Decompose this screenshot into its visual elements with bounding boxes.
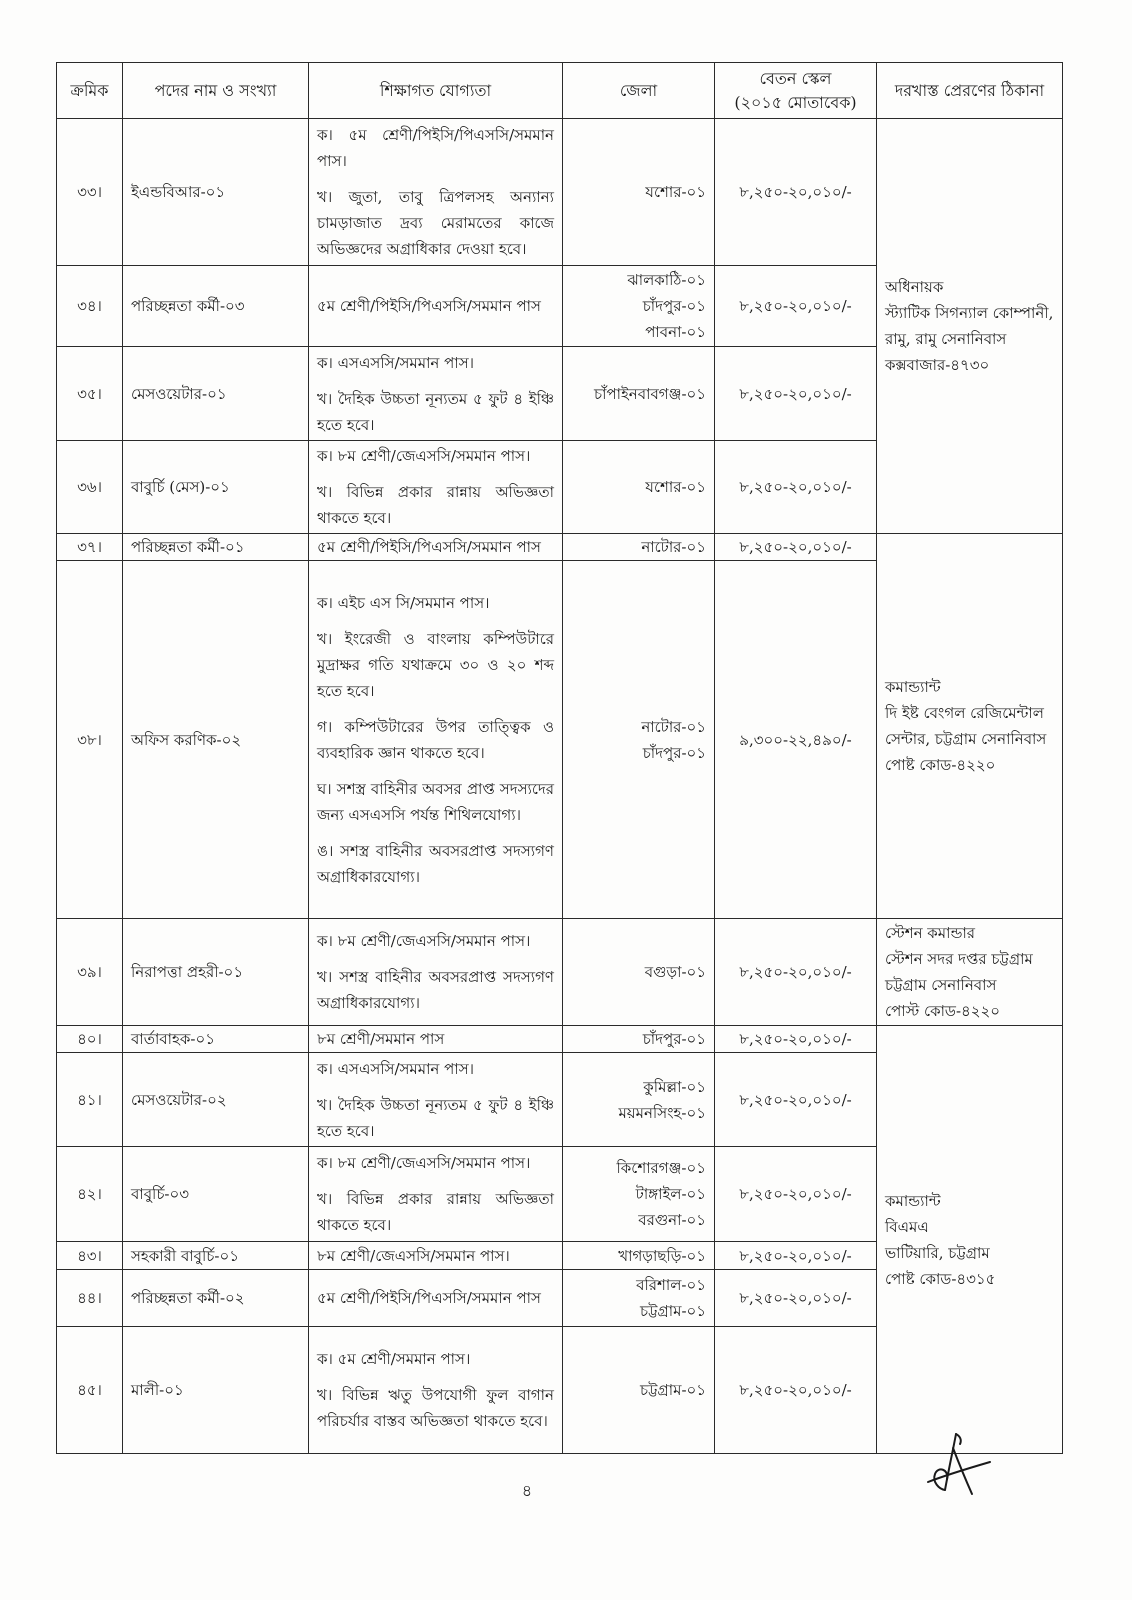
district-item: যশোর-০১ bbox=[645, 183, 706, 201]
address-cell bbox=[877, 119, 1063, 534]
district-cell bbox=[563, 1147, 715, 1242]
qualification-item: ঘ। সশস্ত্র বাহিনীর অবসর প্রাপ্ত সদস্যদের জন্য এসএসসি পর্যন্ত শিথিলযোগ্য। bbox=[317, 779, 554, 824]
address-line: পোষ্ট কোড-৪২২০ bbox=[885, 756, 996, 774]
header-post: পদের নাম ও সংখ্যা bbox=[123, 63, 309, 119]
serial-cell: ৩৮। bbox=[57, 561, 123, 919]
district-item: চট্টগ্রাম-০১ bbox=[639, 1381, 706, 1399]
qualification-item: ৫ম শ্রেণী/পিইসি/পিএসসি/সমমান পাস bbox=[317, 538, 541, 556]
address-line: বিএমএ bbox=[885, 1217, 929, 1236]
serial-cell: ৩৬। bbox=[57, 441, 123, 534]
qualification-item: ক। ৫ম শ্রেণী/পিইসি/পিএসসি/সমমান পাস। bbox=[317, 126, 554, 170]
district-cell bbox=[563, 561, 715, 919]
district-item: বরগুনা-০১ bbox=[638, 1211, 706, 1229]
address-line: চট্টগ্রাম সেনানিবাস bbox=[885, 976, 997, 994]
post-cell: পরিচ্ছন্নতা কর্মী-০২ bbox=[123, 1270, 309, 1327]
address-cell bbox=[877, 534, 1063, 919]
qualification-item: ঙ। সশস্ত্র বাহিনীর অবসরপ্রাপ্ত সদস্যগণ অগ্রাধিকারযোগ্য। bbox=[317, 841, 554, 886]
qualification-cell bbox=[309, 1147, 563, 1242]
post-cell: অফিস করণিক-০২ bbox=[123, 561, 309, 919]
table-row bbox=[57, 534, 1063, 561]
qualification-item: খ। দৈহিক উচ্চতা নূন্যতম ৫ ফুট ৪ ইঞ্চি হতে হবে। bbox=[317, 1095, 554, 1140]
qualification-cell bbox=[309, 1327, 563, 1454]
post-cell: মালী-০১ bbox=[123, 1327, 309, 1454]
post-cell: বাবুর্চি-০৩ bbox=[123, 1147, 309, 1242]
qualification-cell bbox=[309, 1270, 563, 1327]
address-line: পোষ্ট কোড-৪৩১৫ bbox=[885, 1269, 996, 1288]
header-address: দরখাস্ত প্রেরণের ঠিকানা bbox=[877, 63, 1063, 119]
table-row bbox=[57, 919, 1063, 1026]
district-item: খাগড়াছড়ি-০১ bbox=[618, 1246, 706, 1265]
qualification-item: ক। ৫ম শ্রেণী/সমমান পাস। bbox=[317, 1350, 471, 1368]
district-item: ঝালকাঠি-০১ bbox=[627, 271, 706, 289]
pay-scale-cell: ৮,২৫০-২০,০১০/- bbox=[715, 534, 877, 561]
serial-cell: ৪২। bbox=[57, 1147, 123, 1242]
qualification-item: ক। এইচ এস সি/সমমান পাস। bbox=[317, 593, 490, 612]
qualification-cell bbox=[309, 534, 563, 561]
serial-cell: ৩৪। bbox=[57, 266, 123, 347]
address-cell bbox=[877, 1026, 1063, 1454]
address-line: দি ইষ্ট বেংগল রেজিমেন্টাল bbox=[885, 704, 1044, 722]
qualification-item: খ। বিভিন্ন প্রকার রান্নায় অভিজ্ঞতা থাকতে হবে। bbox=[317, 483, 554, 527]
district-cell bbox=[563, 441, 715, 534]
address-line: ভাটিয়ারি, চট্টগ্রাম bbox=[885, 1243, 990, 1262]
qualification-cell bbox=[309, 119, 563, 266]
district-cell bbox=[563, 1242, 715, 1270]
qualification-item: ৮ম শ্রেণী/জেএসসি/সমমান পাস। bbox=[317, 1246, 510, 1265]
header-pay-scale-label: বেতন স্কেল bbox=[759, 68, 832, 88]
qualification-item: খ। ইংরেজী ও বাংলায় কম্পিউটারে মুদ্রাক্ষর গতি যথাক্রমে ৩০ ও ২০ শব্দ হতে হবে। bbox=[317, 629, 554, 700]
header-serial: ক্রমিক bbox=[57, 63, 123, 119]
qualification-item: গ। কম্পিউটারের উপর তাত্ত্বিক ও ব্যবহারিক জ্ঞান থাকতে হবে। bbox=[317, 717, 554, 762]
signature bbox=[920, 1428, 1000, 1508]
serial-cell: ৪১। bbox=[57, 1053, 123, 1147]
pay-scale-cell: ৯,৩০০-২২,৪৯০/- bbox=[715, 561, 877, 919]
district-cell bbox=[563, 119, 715, 266]
qualification-cell bbox=[309, 347, 563, 441]
serial-cell: ৪৪। bbox=[57, 1270, 123, 1327]
district-cell bbox=[563, 1026, 715, 1053]
district-item: চাঁদপুর-০১ bbox=[642, 743, 706, 762]
address-line: পোস্ট কোড-৪২২০ bbox=[885, 1002, 1001, 1020]
pay-scale-cell: ৮,২৫০-২০,০১০/- bbox=[715, 919, 877, 1026]
address-line: স্ট্যাটিক সিগন্যাল কোম্পানী, bbox=[885, 304, 1054, 322]
district-item: চাঁপাইনবাবগঞ্জ-০১ bbox=[594, 384, 706, 403]
district-item: বরিশাল-০১ bbox=[636, 1276, 706, 1294]
qualification-item: খ। জুতা, তাবু ত্রিপলসহ অন্যান্য চামড়াজাত দ্রব্য মেরামতের কাজে অভিজ্ঞদের অগ্রাধিকার দেওয়া হবে। bbox=[317, 188, 554, 258]
district-item: টাঙ্গাইল-০১ bbox=[635, 1185, 706, 1203]
page-number: ৪ bbox=[521, 1481, 533, 1500]
district-cell bbox=[563, 1270, 715, 1327]
address-line: কক্সবাজার-৪৭৩০ bbox=[885, 356, 990, 374]
address-line: স্টেশন সদর দপ্তর চট্টগ্রাম bbox=[885, 950, 1033, 968]
pay-scale-cell: ৮,২৫০-২০,০১০/- bbox=[715, 1147, 877, 1242]
qualification-cell bbox=[309, 266, 563, 347]
address-line: স্টেশন কমান্ডার bbox=[885, 924, 976, 942]
qualification-cell bbox=[309, 919, 563, 1026]
job-vacancy-table bbox=[56, 62, 1063, 1454]
post-cell: মেসওয়েটার-০১ bbox=[123, 347, 309, 441]
district-item: পাবনা-০১ bbox=[645, 323, 706, 341]
header-pay-scale bbox=[715, 63, 877, 119]
pay-scale-cell: ৮,২৫০-২০,০১০/- bbox=[715, 1270, 877, 1327]
qualification-item: ৮ম শ্রেণী/সমমান পাস bbox=[317, 1030, 445, 1048]
post-cell: সহকারী বাবুর্চি-০১ bbox=[123, 1242, 309, 1270]
address-line: সেন্টার, চট্টগ্রাম সেনানিবাস bbox=[885, 730, 1047, 748]
post-cell: পরিচ্ছন্নতা কর্মী-০১ bbox=[123, 534, 309, 561]
qualification-cell bbox=[309, 1026, 563, 1053]
district-item: বগুড়া-০১ bbox=[644, 963, 706, 981]
district-item: চাঁদপুর-০১ bbox=[642, 1030, 706, 1048]
district-cell bbox=[563, 1327, 715, 1454]
qualification-item: ক। এসএসসি/সমমান পাস। bbox=[317, 353, 474, 372]
district-item: ময়মনসিংহ-০১ bbox=[618, 1103, 706, 1122]
pay-scale-cell: ৮,২৫০-২০,০১০/- bbox=[715, 119, 877, 266]
district-item: যশোর-০১ bbox=[645, 478, 706, 496]
serial-cell: ৪৩। bbox=[57, 1242, 123, 1270]
post-cell: পরিচ্ছন্নতা কর্মী-০৩ bbox=[123, 266, 309, 347]
qualification-cell bbox=[309, 441, 563, 534]
district-cell bbox=[563, 534, 715, 561]
pay-scale-cell: ৮,২৫০-২০,০১০/- bbox=[715, 266, 877, 347]
header-district: জেলা bbox=[563, 63, 715, 119]
serial-cell: ৩৯। bbox=[57, 919, 123, 1026]
pay-scale-cell: ৮,২৫০-২০,০১০/- bbox=[715, 1053, 877, 1147]
district-cell bbox=[563, 919, 715, 1026]
qualification-cell bbox=[309, 1242, 563, 1270]
serial-cell: ৪০। bbox=[57, 1026, 123, 1053]
table-row bbox=[57, 119, 1063, 266]
qualification-item: ক। ৮ম শ্রেণী/জেএসসি/সমমান পাস। bbox=[317, 932, 531, 950]
qualification-item: খ। দৈহিক উচ্চতা নূন্যতম ৫ ফুট ৪ ইঞ্চি হতে হবে। bbox=[317, 389, 554, 434]
district-cell bbox=[563, 266, 715, 347]
post-cell: নিরাপত্তা প্রহরী-০১ bbox=[123, 919, 309, 1026]
district-item: নাটোর-০১ bbox=[641, 538, 706, 556]
qualification-item: খ। বিভিন্ন প্রকার রান্নায় অভিজ্ঞতা থাকতে হবে। bbox=[317, 1190, 554, 1234]
district-cell bbox=[563, 1053, 715, 1147]
table-row bbox=[57, 1026, 1063, 1053]
qualification-cell bbox=[309, 561, 563, 919]
district-cell bbox=[563, 347, 715, 441]
district-item: কিশোরগঞ্জ-০১ bbox=[616, 1159, 706, 1177]
serial-cell: ৩৩। bbox=[57, 119, 123, 266]
pay-scale-cell: ৮,২৫০-২০,০১০/- bbox=[715, 441, 877, 534]
qualification-item: খ। সশস্ত্র বাহিনীর অবসরপ্রাপ্ত সদস্যগণ অগ্রাধিকারযোগ্য। bbox=[317, 968, 554, 1012]
post-cell: মেসওয়েটার-০২ bbox=[123, 1053, 309, 1147]
district-item: নাটোর-০১ bbox=[641, 717, 706, 736]
address-line: রামু, রামু সেনানিবাস bbox=[885, 330, 1007, 348]
header-pay-scale-note: (২০১৫ মোতাবেক) bbox=[734, 92, 857, 112]
pay-scale-cell: ৮,২৫০-২০,০১০/- bbox=[715, 1242, 877, 1270]
post-cell: বার্তাবাহক-০১ bbox=[123, 1026, 309, 1053]
address-line: কমান্ড্যান্ট bbox=[885, 1191, 941, 1210]
district-item: চট্টগ্রাম-০১ bbox=[639, 1302, 706, 1320]
qualification-item: ক। ৮ম শ্রেণী/জেএসসি/সমমান পাস। bbox=[317, 1154, 531, 1172]
qualification-item: ক। ৮ম শ্রেণী/জেএসসি/সমমান পাস। bbox=[317, 447, 531, 465]
qualification-item: খ। বিভিন্ন ঋতু উপযোগী ফুল বাগান পরিচর্যার বাস্তব অভিজ্ঞতা থাকতে হবে। bbox=[317, 1386, 554, 1430]
qualification-item: ৫ম শ্রেণী/পিইসি/পিএসসি/সমমান পাস bbox=[317, 1289, 541, 1307]
qualification-item: ৫ম শ্রেণী/পিইসি/পিএসসি/সমমান পাস bbox=[317, 297, 541, 315]
serial-cell: ৩৭। bbox=[57, 534, 123, 561]
qualification-item: ক। এসএসসি/সমমান পাস। bbox=[317, 1059, 474, 1078]
serial-cell: ৩৫। bbox=[57, 347, 123, 441]
address-line: অধিনায়ক bbox=[885, 278, 944, 296]
header-qualification: শিক্ষাগত যোগ্যতা bbox=[309, 63, 563, 119]
qualification-cell bbox=[309, 1053, 563, 1147]
pay-scale-cell: ৮,২৫০-২০,০১০/- bbox=[715, 1026, 877, 1053]
address-line: কমান্ড্যান্ট bbox=[885, 678, 941, 696]
post-cell: বাবুর্চি (মেস)-০১ bbox=[123, 441, 309, 534]
address-cell bbox=[877, 919, 1063, 1026]
pay-scale-cell: ৮,২৫০-২০,০১০/- bbox=[715, 1327, 877, 1454]
serial-cell: ৪৫। bbox=[57, 1327, 123, 1454]
district-item: চাঁদপুর-০১ bbox=[642, 297, 706, 315]
district-item: কুমিল্লা-০১ bbox=[643, 1077, 706, 1096]
header-row bbox=[57, 63, 1063, 119]
pay-scale-cell: ৮,২৫০-২০,০১০/- bbox=[715, 347, 877, 441]
post-cell: ইএন্ডবিআর-০১ bbox=[123, 119, 309, 266]
